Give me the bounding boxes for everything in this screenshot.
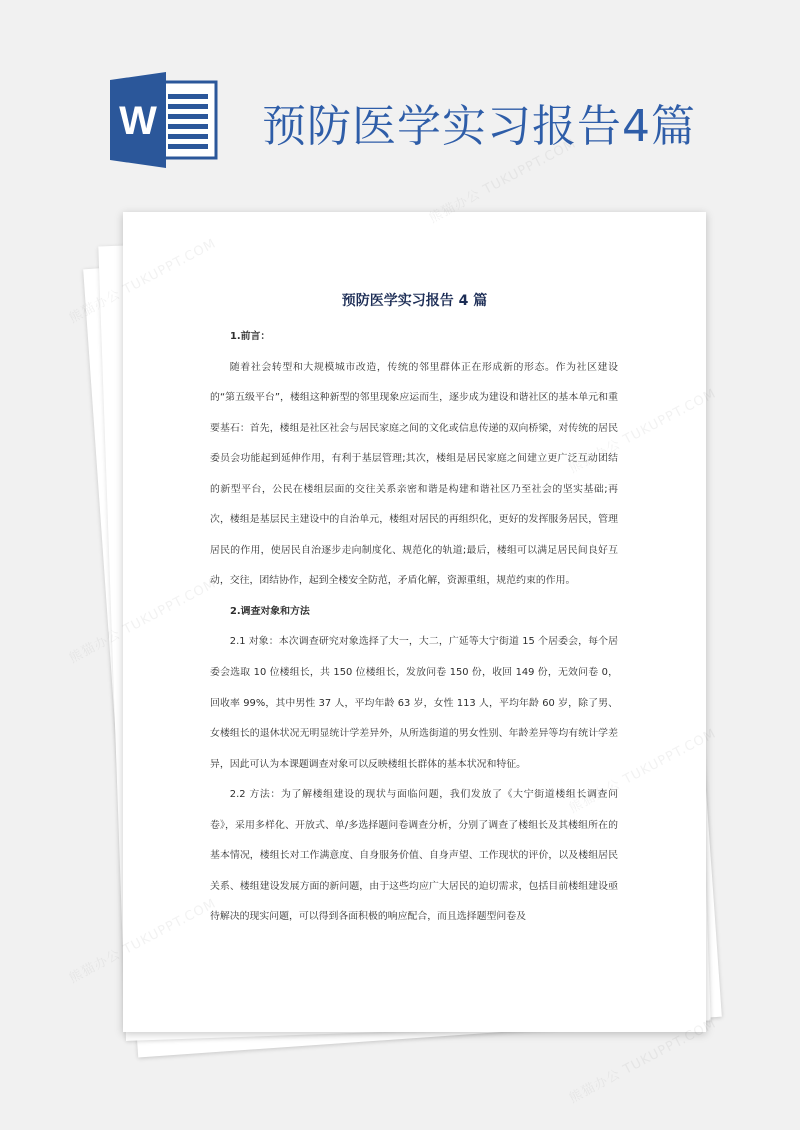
body-paragraph: 2.1 对象：本次调查研究对象选择了大一，大二，广延等大宁街道 15 个居委会，每个居委会选取 10 位楼组长，共 150 位楼组长，发放问卷 150 份，收回 149 份，无效问卷 0，回收率 99%，其中男性 37 人，平均年龄 63 岁，女性 113 人，平均年龄 60 岁，除了男、女楼组长的退休状况无明显统计学差异外，从所选街道的男女性别、年龄差异等均有统计学差异，因此可认为本课题调查对象可以反映楼组长群体的基本状况和特征。 xyxy=(210,636,618,770)
word-logo-letter: W xyxy=(119,99,157,143)
watermark: 熊猫办公 xyxy=(67,946,124,987)
section-heading: 1.前言： xyxy=(230,331,271,342)
page-header xyxy=(0,0,800,200)
word-document-icon xyxy=(110,72,220,168)
watermark: 熊猫办公 TUKUPPT.COM xyxy=(427,136,579,227)
header-title: 预防医学实习报告4篇 xyxy=(262,101,696,152)
document-page xyxy=(123,212,706,1032)
document-body xyxy=(210,322,618,933)
watermark: 熊猫办公 xyxy=(67,626,124,667)
section-heading: 2.调查对象和方法 xyxy=(230,605,310,617)
body-paragraph: 随着社会转型和大规模城市改造，传统的邻里群体正在形成新的形态。作为社区建设的“第五级平台”，楼组这种新型的邻里现象应运而生，逐步成为建设和谐社区的基本单元和重要基石：首先，楼组是社区社会与居民家庭之间的文化或信息传递的双向桥梁，对传统的居民委员会功能起到延伸作用，有利于基层管理;其次，楼组是居民家庭之间建立更广泛互动团结的新型平台，公民在楼组层面的交往关系亲密和谐是构建和谐社区乃至社会的坚实基础;再次，楼组是基层民主建设中的自治单元，楼组对居民的再组织化，更好的发挥服务居民，管理居民的作用，使居民自治逐步走向制度化、规范化的轨道;最后，楼组可以满足居民间良好互动，交往，团结协作，起到全楼安全防范，矛盾化解，资源重组，规范约束的作用。 xyxy=(210,361,618,587)
document-title: 预防医学实习报告 4 篇 xyxy=(341,293,488,309)
body-paragraph: 2.2 方法：为了解楼组建设的现状与面临问题，我们发放了《大宁街道楼组长调查问卷》，采用多样化、开放式、单/多选择题问卷调查分析，分别了调查了楼组长及其楼组所在的基本情况，楼组长对工作满意度、自身服务价值、自身声望、工作现状的评价，以及楼组居民关系、楼组建设发展方面的新问题，由于这些均应广大居民的迫切需求，包括目前楼组建设亟待解决的现实问题，可以得到各面积极的响应配合，而且选择题型问卷及 xyxy=(210,789,618,923)
watermark: 熊猫办公 TUKUPPT.COM xyxy=(567,1016,719,1107)
